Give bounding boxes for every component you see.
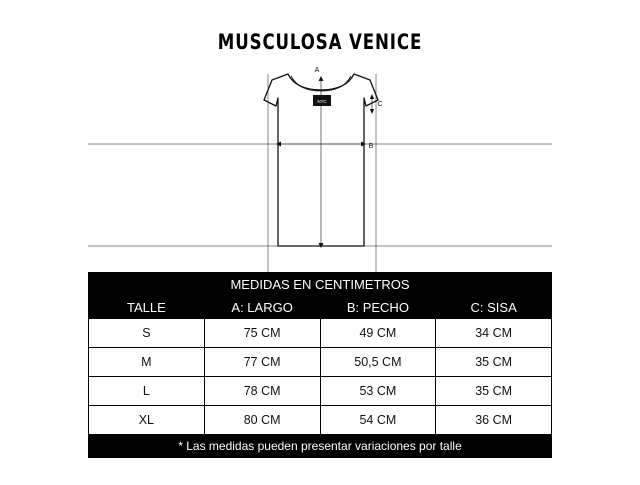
cell-pecho: 49 CM [320,319,436,348]
cell-talle: XL [89,406,205,435]
column-header-pecho: B: PECHO [320,296,436,319]
cell-largo: 78 CM [204,377,320,406]
cell-sisa: 35 CM [436,377,552,406]
column-header-sisa: C: SISA [436,296,552,319]
garment-illustration [232,56,412,261]
table-footer-row [89,435,552,458]
table-row [89,377,552,406]
cell-pecho: 50,5 CM [320,348,436,377]
size-table [88,272,552,458]
cell-largo: 80 CM [204,406,320,435]
cell-sisa: 34 CM [436,319,552,348]
column-header-talle: TALLE [89,296,205,319]
table-row [89,319,552,348]
table-column-header-row [89,296,552,319]
cell-largo: 77 CM [204,348,320,377]
cell-pecho: 53 CM [320,377,436,406]
label-c: C [377,101,383,108]
table-header-row [89,273,552,296]
table-title-cell: MEDIDAS EN CENTIMETROS [89,273,552,296]
cell-talle: M [89,348,205,377]
page-title: MUSCULOSA VENICE [217,30,423,54]
cell-largo: 75 CM [204,319,320,348]
cell-sisa: 35 CM [436,348,552,377]
cell-talle: S [89,319,205,348]
label-b: B [368,143,374,150]
label-a: A [314,67,320,74]
neck-tag-text: NTC [317,99,327,104]
table-footer-note: * Las medidas pueden presentar variaciones por talle [89,435,552,458]
table-row [89,406,552,435]
cell-sisa: 36 CM [436,406,552,435]
column-header-largo: A: LARGO [204,296,320,319]
cell-pecho: 54 CM [320,406,436,435]
size-table-container [88,272,552,458]
cell-talle: L [89,377,205,406]
table-row [89,348,552,377]
